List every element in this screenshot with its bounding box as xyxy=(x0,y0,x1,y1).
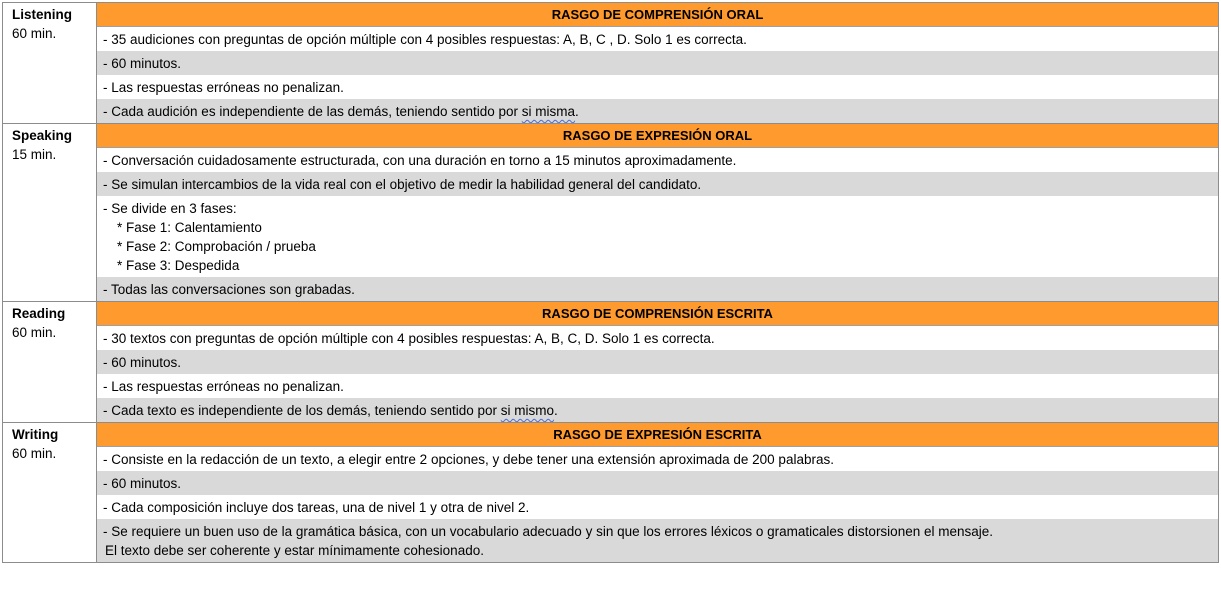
phase-item: * Fase 2: Comprobación / prueba xyxy=(117,239,316,254)
list-item xyxy=(97,99,1218,123)
section-name: Writing xyxy=(12,427,59,442)
list-item: - 60 minutos. xyxy=(97,471,1218,495)
list-item: - 35 audiciones con preguntas de opción múltiple con 4 posibles respuestas: A, B, C , D. Solo 1 es correcta. xyxy=(97,27,1218,51)
list-item: - Todas las conversaciones son grabadas. xyxy=(97,277,1218,301)
list-item: - Se simulan intercambios de la vida real con el objetivo de medir la habilidad general del candidato. xyxy=(97,172,1218,196)
section-label xyxy=(3,3,97,124)
section-label xyxy=(3,423,97,563)
item-text: - Se divide en 3 fases: xyxy=(103,201,237,216)
section-header: RASGO DE COMPRENSIÓN ESCRITA xyxy=(97,302,1218,326)
list-item xyxy=(97,398,1218,422)
item-text-continued: El texto debe ser coherente y estar mínimamente cohesionado. xyxy=(105,543,484,558)
section-content xyxy=(97,3,1219,124)
item-text-end: . xyxy=(575,104,579,119)
section-duration: 15 min. xyxy=(12,147,57,162)
list-item: - Las respuestas erróneas no penalizan. xyxy=(97,75,1218,99)
section-label xyxy=(3,302,97,423)
list-item xyxy=(97,196,1218,277)
section-speaking xyxy=(3,124,1219,302)
item-text: - Cada texto es independiente de los demás, teniendo sentido por xyxy=(103,403,501,418)
list-item: - Cada composición incluye dos tareas, una de nivel 1 y otra de nivel 2. xyxy=(97,495,1218,519)
section-header: RASGO DE COMPRENSIÓN ORAL xyxy=(97,3,1218,27)
list-item: - Las respuestas erróneas no penalizan. xyxy=(97,374,1218,398)
section-reading xyxy=(3,302,1219,423)
section-content xyxy=(97,124,1219,302)
section-duration: 60 min. xyxy=(12,446,57,461)
item-text: - Se requiere un buen uso de la gramática básica, con un vocabulario adecuado y sin que los errores léxicos o gramaticales distorsionen el mensaje. xyxy=(103,524,994,539)
phase-item: * Fase 1: Calentamiento xyxy=(117,220,262,235)
section-content xyxy=(97,423,1219,563)
exam-sections-table xyxy=(2,2,1219,563)
phase-item: * Fase 3: Despedida xyxy=(117,258,240,273)
list-item: - Consiste en la redacción de un texto, a elegir entre 2 opciones, y debe tener una extensión aproximada de 200 palabras. xyxy=(97,447,1218,471)
list-item: - 60 minutos. xyxy=(97,350,1218,374)
section-content xyxy=(97,302,1219,423)
section-duration: 60 min. xyxy=(12,26,57,41)
spellcheck-word: si mismo xyxy=(500,403,555,418)
section-writing xyxy=(3,423,1219,563)
list-item: - Conversación cuidadosamente estructurada, con una duración en torno a 15 minutos aproximadamente. xyxy=(97,148,1218,172)
section-header: RASGO DE EXPRESIÓN ORAL xyxy=(97,124,1218,148)
section-header: RASGO DE EXPRESIÓN ESCRITA xyxy=(97,423,1218,447)
section-name: Listening xyxy=(12,7,72,22)
item-text-end: . xyxy=(554,403,558,418)
item-text: - Cada audición es independiente de las demás, teniendo sentido por xyxy=(103,104,522,119)
list-item xyxy=(97,519,1218,562)
list-item: - 30 textos con preguntas de opción múltiple con 4 posibles respuestas: A, B, C, D. Solo 1 es correcta. xyxy=(97,326,1218,350)
section-listening xyxy=(3,3,1219,124)
section-label xyxy=(3,124,97,302)
section-name: Reading xyxy=(12,306,66,321)
section-name: Speaking xyxy=(12,128,73,143)
section-duration: 60 min. xyxy=(12,325,57,340)
spellcheck-word: si misma xyxy=(521,104,576,119)
list-item: - 60 minutos. xyxy=(97,51,1218,75)
